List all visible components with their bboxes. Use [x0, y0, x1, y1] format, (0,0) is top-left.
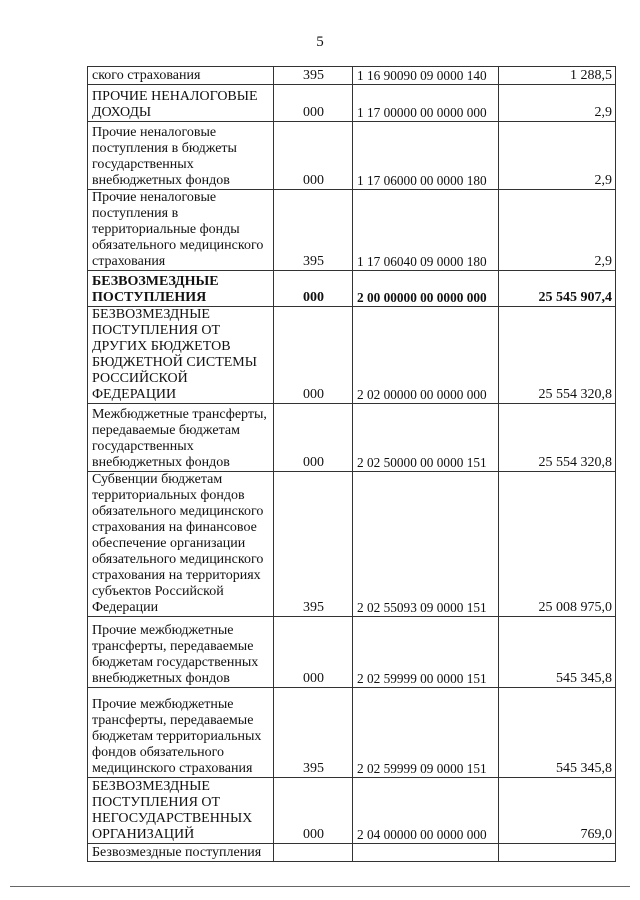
row-budget-code: 2 04 00000 00 0000 000 — [353, 778, 499, 844]
row-budget-code: 1 16 90090 09 0000 140 — [353, 67, 499, 85]
row-budget-code: 1 17 06000 00 0000 180 — [353, 122, 499, 190]
row-budget-code: 2 02 00000 00 0000 000 — [353, 307, 499, 404]
row-name: БЕЗВОЗМЕЗДНЫЕ ПОСТУПЛЕНИЯ — [88, 271, 274, 307]
row-amount: 2,9 — [499, 122, 616, 190]
row-name: Прочие неналоговые поступления в бюджеты государственных внебюджетных фондов — [88, 122, 274, 190]
row-admin-code: 395 — [274, 67, 353, 85]
row-amount: 25 545 907,4 — [499, 271, 616, 307]
row-amount: 25 554 320,8 — [499, 307, 616, 404]
row-budget-code: 2 00 00000 00 0000 000 — [353, 271, 499, 307]
row-budget-code — [353, 844, 499, 862]
row-amount: 545 345,8 — [499, 617, 616, 688]
table-row — [88, 85, 616, 122]
row-name: ПРОЧИЕ НЕНАЛОГОВЫЕ ДОХОДЫ — [88, 85, 274, 122]
row-name: Субвенции бюджетам территориальных фондов обязательного медицинского страхования на финансовое обеспечение организации обязательного медицинского страхования на территориях субъектов Российской Федерации — [88, 472, 274, 617]
table-row — [88, 472, 616, 617]
table-row — [88, 122, 616, 190]
row-admin-code: 395 — [274, 472, 353, 617]
row-budget-code: 2 02 59999 09 0000 151 — [353, 688, 499, 778]
table-row — [88, 778, 616, 844]
table-row — [88, 617, 616, 688]
row-admin-code: 000 — [274, 778, 353, 844]
row-budget-code: 2 02 50000 00 0000 151 — [353, 404, 499, 472]
row-budget-code: 2 02 59999 00 0000 151 — [353, 617, 499, 688]
table-row — [88, 307, 616, 404]
row-admin-code: 000 — [274, 617, 353, 688]
row-amount: 25 008 975,0 — [499, 472, 616, 617]
row-budget-code: 1 17 00000 00 0000 000 — [353, 85, 499, 122]
row-name: БЕЗВОЗМЕЗДНЫЕ ПОСТУПЛЕНИЯ ОТ НЕГОСУДАРСТВЕННЫХ ОРГАНИЗАЦИЙ — [88, 778, 274, 844]
row-amount: 545 345,8 — [499, 688, 616, 778]
row-name: БЕЗВОЗМЕЗДНЫЕ ПОСТУПЛЕНИЯ ОТ ДРУГИХ БЮДЖЕТОВ БЮДЖЕТНОЙ СИСТЕМЫ РОССИЙСКОЙ ФЕДЕРАЦИИ — [88, 307, 274, 404]
page-bottom-divider — [10, 886, 630, 887]
row-admin-code: 000 — [274, 122, 353, 190]
row-name: Безвозмездные поступления — [88, 844, 274, 862]
row-admin-code: 000 — [274, 271, 353, 307]
row-amount: 2,9 — [499, 190, 616, 271]
table-row — [88, 271, 616, 307]
row-amount: 2,9 — [499, 85, 616, 122]
table-row — [88, 844, 616, 862]
row-amount — [499, 844, 616, 862]
table-row — [88, 688, 616, 778]
row-admin-code: 395 — [274, 190, 353, 271]
row-name: Прочие межбюджетные трансферты, передаваемые бюджетам территориальных фондов обязательного медицинского страхования — [88, 688, 274, 778]
row-amount: 769,0 — [499, 778, 616, 844]
row-admin-code: 000 — [274, 85, 353, 122]
row-name: Прочие межбюджетные трансферты, передаваемые бюджетам государственных внебюджетных фондов — [88, 617, 274, 688]
table-row — [88, 67, 616, 85]
row-name: Прочие неналоговые поступления в территориальные фонды обязательного медицинского страхования — [88, 190, 274, 271]
row-admin-code — [274, 844, 353, 862]
row-admin-code: 395 — [274, 688, 353, 778]
row-name: Межбюджетные трансферты, передаваемые бюджетам государственных внебюджетных фондов — [88, 404, 274, 472]
page-number: 5 — [316, 34, 324, 50]
row-admin-code: 000 — [274, 307, 353, 404]
table-row — [88, 190, 616, 271]
row-budget-code: 2 02 55093 09 0000 151 — [353, 472, 499, 617]
row-admin-code: 000 — [274, 404, 353, 472]
row-name: ского страхования — [88, 67, 274, 85]
row-amount: 25 554 320,8 — [499, 404, 616, 472]
table-row — [88, 404, 616, 472]
row-amount: 1 288,5 — [499, 67, 616, 85]
row-budget-code: 1 17 06040 09 0000 180 — [353, 190, 499, 271]
revenue-table — [87, 66, 616, 862]
